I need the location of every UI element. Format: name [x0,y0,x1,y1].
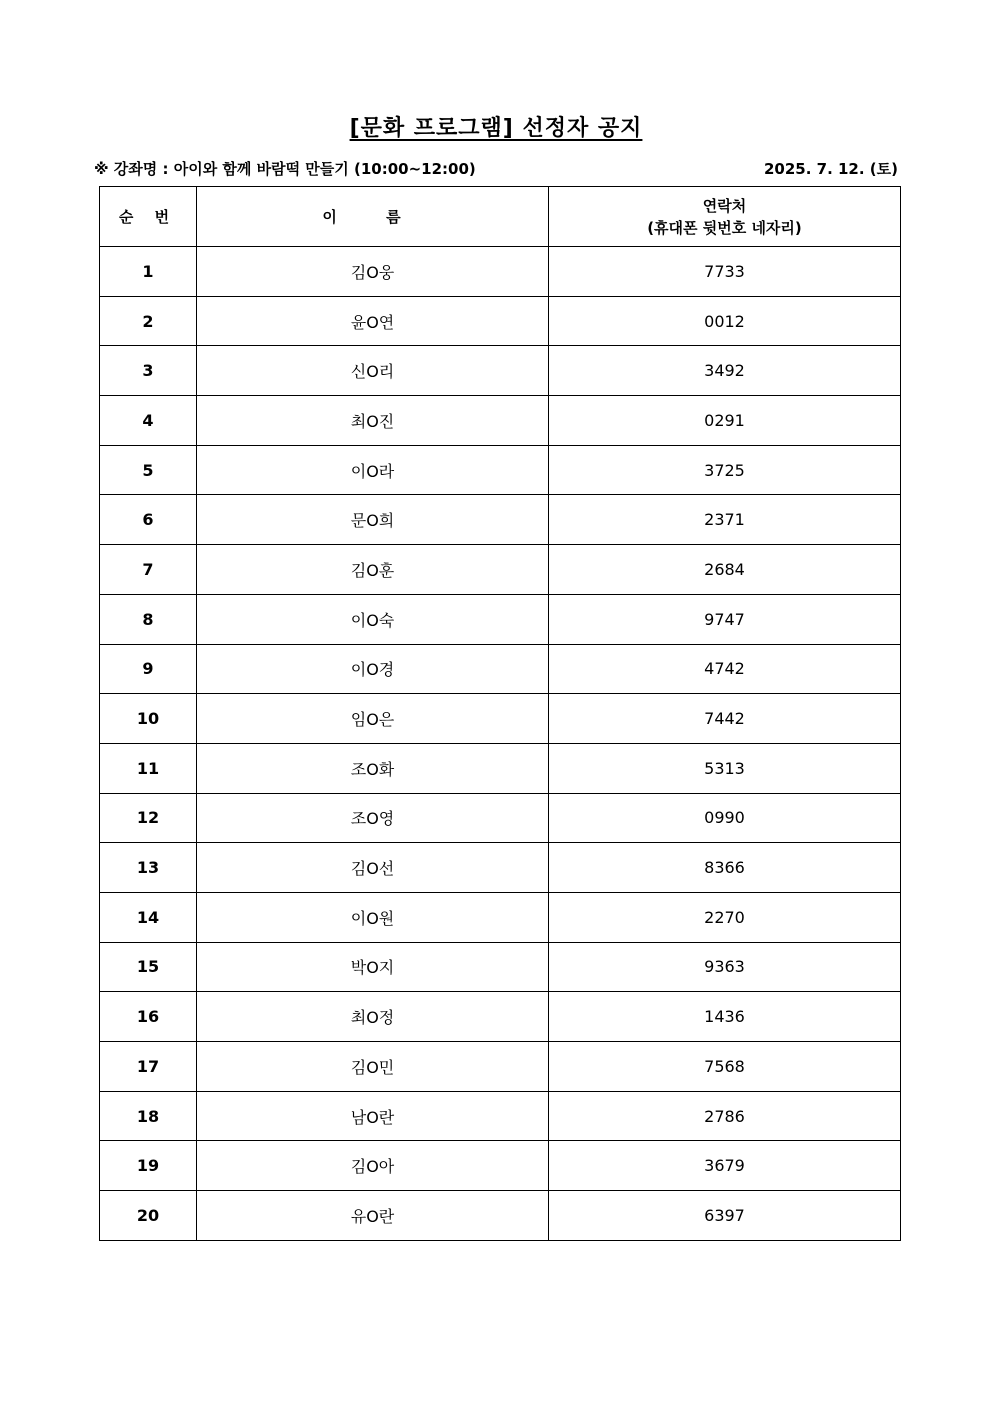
row-number: 8 [100,594,197,644]
row-name: 김O민 [197,1042,549,1092]
row-phone: 0291 [549,396,901,446]
header-name [197,187,549,247]
row-number: 16 [100,992,197,1042]
row-number: 13 [100,843,197,893]
row-number: 19 [100,1141,197,1191]
selectee-table [99,186,901,1241]
header-number [100,187,197,247]
row-number: 11 [100,743,197,793]
row-name: 유O란 [197,1191,549,1241]
table-row [100,743,901,793]
header-name-label: 이 름 [322,207,423,226]
header-contact [549,187,901,247]
notice-date: 2025. 7. 12. (토) [763,159,898,178]
row-number: 10 [100,694,197,744]
row-number: 12 [100,793,197,843]
table-row [100,694,901,744]
table-row [100,843,901,893]
table-row [100,942,901,992]
row-name: 이O숙 [197,594,549,644]
row-number: 2 [100,296,197,346]
row-number: 3 [100,346,197,396]
row-phone: 3725 [549,445,901,495]
table-row [100,992,901,1042]
row-name: 김O웅 [197,247,549,297]
row-phone: 8366 [549,843,901,893]
row-name: 김O훈 [197,545,549,595]
row-name: 김O선 [197,843,549,893]
table-row [100,793,901,843]
row-name: 조O화 [197,743,549,793]
row-number: 9 [100,644,197,694]
row-number: 6 [100,495,197,545]
row-number: 15 [100,942,197,992]
row-phone: 4742 [549,644,901,694]
table-row [100,247,901,297]
table-row [100,1141,901,1191]
row-name: 최O정 [197,992,549,1042]
table-row [100,594,901,644]
table-row [100,346,901,396]
row-number: 14 [100,892,197,942]
table-row [100,1091,901,1141]
row-name: 윤O연 [197,296,549,346]
row-name: 임O은 [197,694,549,744]
row-phone: 2371 [549,495,901,545]
row-name: 남O란 [197,1091,549,1141]
row-phone: 2786 [549,1091,901,1141]
row-phone: 7442 [549,694,901,744]
row-name: 박O지 [197,942,549,992]
row-number: 20 [100,1191,197,1241]
row-number: 18 [100,1091,197,1141]
table-row [100,892,901,942]
row-phone: 3679 [549,1141,901,1191]
row-name: 이O원 [197,892,549,942]
row-phone: 6397 [549,1191,901,1241]
header-number-label: 순 번 [118,207,178,226]
row-phone: 5313 [549,743,901,793]
table-row [100,495,901,545]
course-name: ※ 강좌명 : 아이와 함께 바람떡 만들기 (10:00~12:00) [94,159,476,178]
subheader [94,155,898,181]
table-row [100,545,901,595]
row-name: 문O희 [197,495,549,545]
row-number: 1 [100,247,197,297]
table-row [100,445,901,495]
page-title [0,112,992,146]
table-row [100,644,901,694]
row-name: 신O리 [197,346,549,396]
row-phone: 9363 [549,942,901,992]
row-name: 조O영 [197,793,549,843]
table-body [100,247,901,1241]
table-row [100,396,901,446]
row-number: 17 [100,1042,197,1092]
row-phone: 7733 [549,247,901,297]
row-phone: 7568 [549,1042,901,1092]
row-phone: 1436 [549,992,901,1042]
header-contact-label: 연락처 [702,196,747,215]
row-number: 5 [100,445,197,495]
row-phone: 3492 [549,346,901,396]
row-name: 최O진 [197,396,549,446]
row-phone: 2270 [549,892,901,942]
title-text: [문화 프로그램] 선정자 공지 [349,116,643,141]
header-contact-sublabel: (휴대폰 뒷번호 네자리) [647,218,802,237]
row-name: 이O경 [197,644,549,694]
row-phone: 2684 [549,545,901,595]
table-row [100,1042,901,1092]
table-row [100,296,901,346]
row-phone: 0990 [549,793,901,843]
table-row [100,1191,901,1241]
row-name: 이O라 [197,445,549,495]
row-phone: 0012 [549,296,901,346]
row-name: 김O아 [197,1141,549,1191]
row-phone: 9747 [549,594,901,644]
table-header-row [100,187,901,247]
row-number: 7 [100,545,197,595]
row-number: 4 [100,396,197,446]
